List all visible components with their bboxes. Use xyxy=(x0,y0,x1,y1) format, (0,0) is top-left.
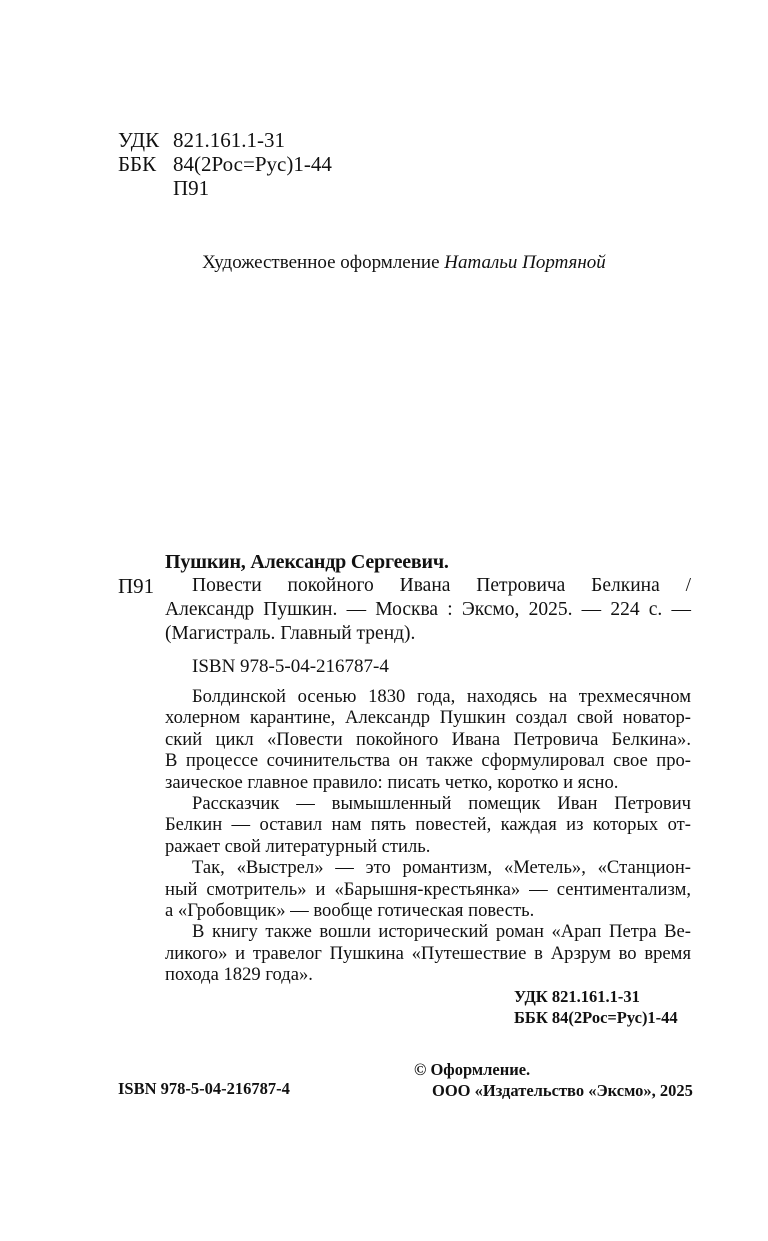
annotation xyxy=(165,686,691,986)
footer-bbk: ББК 84(2Рос=Рус)1-44 xyxy=(514,1008,678,1027)
footer-isbn: ISBN 978-5-04-216787-4 xyxy=(118,1079,290,1098)
bbk-line xyxy=(118,152,332,176)
annotation-line: В процессе сочинительства он также сформулировал свое про- xyxy=(165,750,691,772)
udk-value: 821.161.1-31 xyxy=(173,128,285,152)
annotation-line: В книгу также вошли исторический роман «Арап Петра Ве- xyxy=(192,921,691,943)
bbk-value: 84(2Рос=Рус)1-44 xyxy=(173,152,332,176)
annotation-line: заическое главное правило: писать четко, коротко и ясно. xyxy=(165,771,619,793)
cip-line: Александр Пушкин. — Москва : Эксмо, 2025. — 224 с. — xyxy=(165,599,691,620)
author-sign: П91 xyxy=(173,176,210,200)
footer-classification xyxy=(514,986,678,1028)
cip-description xyxy=(165,574,691,646)
annotation-line: Так, «Выстрел» — это романтизм, «Метель», «Станцион- xyxy=(192,857,691,879)
udk-label: УДК xyxy=(118,128,160,152)
design-credit xyxy=(0,252,768,274)
bbk-label: ББК xyxy=(118,152,157,176)
cip-line: (Магистраль. Главный тренд). xyxy=(165,623,416,644)
udk-line xyxy=(118,128,285,152)
footer-udk: УДК 821.161.1-31 xyxy=(514,987,640,1006)
credit-artist: Натальи Портяной xyxy=(444,252,606,273)
publisher-line: ООО «Издательство «Эксмо», 2025 xyxy=(432,1081,693,1100)
annotation-line: ликого» и травелог Пушкина «Путешествие в Арзрум во время xyxy=(165,942,691,964)
annotation-line: а «Гробовщик» — вообще готическая повесть. xyxy=(165,900,535,922)
copyright-line: © Оформление. xyxy=(414,1060,531,1079)
annotation-line: Рассказчик — вымышленный помещик Иван Петрович xyxy=(192,793,691,815)
annotation-line: ный смотритель» и «Барышня-крестьянка» — сентиментализм, xyxy=(165,878,691,900)
annotation-line: холерном карантине, Александр Пушкин создал свой новатор- xyxy=(165,707,691,729)
annotation-line: Белкин — оставил нам пять повестей, каждая из которых от- xyxy=(165,814,691,836)
credit-text: Художественное оформление xyxy=(202,252,440,273)
annotation-line: ский цикл «Повести покойного Ивана Петровича Белкина». xyxy=(165,728,691,750)
annotation-line: ражает свой литературный стиль. xyxy=(165,835,431,857)
cip-code: П91 xyxy=(118,574,155,598)
cip-author: Пушкин, Александр Сергеевич. xyxy=(165,551,449,573)
annotation-line: похода 1829 года». xyxy=(165,964,313,986)
cip-line: Повести покойного Ивана Петровича Белкина / xyxy=(192,575,691,596)
annotation-line: Болдинской осенью 1830 года, находясь на трехмесячном xyxy=(192,686,691,707)
cip-isbn: ISBN 978-5-04-216787-4 xyxy=(192,656,389,677)
copyright-block xyxy=(414,1059,693,1101)
